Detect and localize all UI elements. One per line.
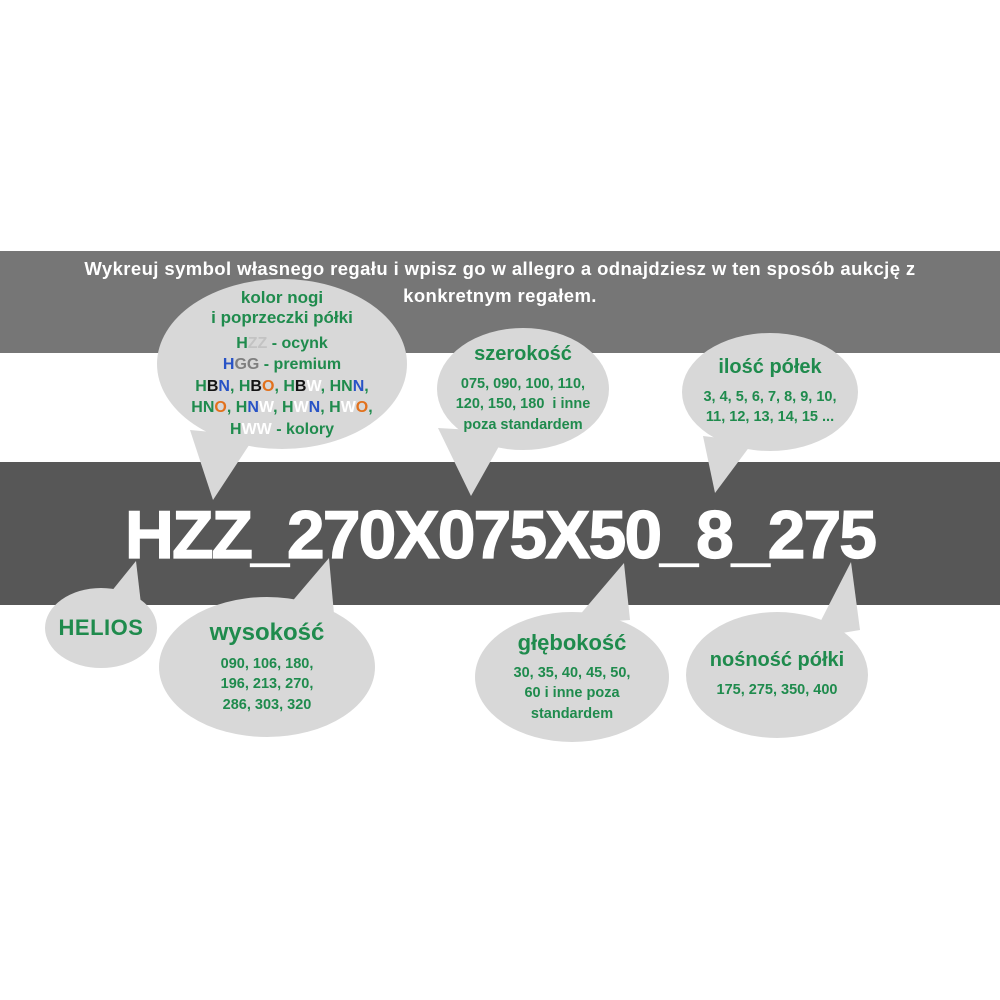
bubble-nosnosc-title: nośność półki xyxy=(709,649,845,672)
bubble-szerokosc-title: szerokość xyxy=(474,342,572,365)
wysokosc-values-line2: 196, 213, 270, xyxy=(220,676,314,693)
color-code-line-5: HWW - kolory xyxy=(230,420,334,438)
color-code-line-3: HBN, HBO, HBW, HNN, xyxy=(195,377,369,395)
bubble-ilosc-polek xyxy=(682,333,858,451)
szerokosc-values-line1: 075, 090, 100, 110, xyxy=(460,375,586,392)
bubble-glebokosc-title: głębokość xyxy=(517,629,627,655)
product-code: HZZ_270X075X50_8_275 xyxy=(124,497,876,573)
bubble-glebokosc xyxy=(475,612,669,742)
header-line-2: konkretnym regałem. xyxy=(403,285,597,306)
color-code-line-4: HNO, HNW, HWN, HWO, xyxy=(191,399,373,417)
bubble-wysokosc-title: wysokość xyxy=(209,618,325,646)
bubble-ilosc-title: ilość półek xyxy=(718,356,822,379)
ilosc-values-line2: 11, 12, 13, 14, 15 ... xyxy=(705,409,835,426)
ilosc-values-line1: 3, 4, 5, 6, 7, 8, 9, 10, xyxy=(703,388,837,405)
wysokosc-values-line3: 286, 303, 320 xyxy=(222,696,312,713)
szerokosc-values-line2: 120, 150, 180 i inne xyxy=(455,396,591,413)
color-code-line-2: HGG - premium xyxy=(222,356,342,374)
header-line-1: Wykreuj symbol własnego regału i wpisz go w allegro a odnajdziesz w ten sposób aukcję z xyxy=(84,258,916,279)
bubble-kolor-title xyxy=(211,288,353,328)
glebokosc-values-line2: 60 i inne poza xyxy=(524,685,620,702)
nosnosc-values-line1: 175, 275, 350, 400 xyxy=(716,682,838,699)
szerokosc-values-line3: poza standardem xyxy=(463,416,583,433)
wysokosc-values-line1: 090, 106, 180, xyxy=(220,655,314,672)
bubble-szerokosc xyxy=(437,328,609,450)
bubble-kolor-title-line1: kolor nogi xyxy=(240,287,324,307)
bubble-kolor-nogi xyxy=(157,279,407,449)
bubble-wysokosc xyxy=(159,597,375,737)
glebokosc-values-line1: 30, 35, 40, 45, 50, xyxy=(513,664,631,681)
glebokosc-values-line3: standardem xyxy=(530,705,614,722)
color-code-line-1: HZZ - ocynk xyxy=(236,334,328,352)
brand-label: HELIOS xyxy=(58,615,144,640)
bubble-nosnosc xyxy=(686,612,868,738)
bubble-kolor-title-line2: i poprzeczki półki xyxy=(211,307,353,327)
bubble-helios xyxy=(45,588,157,668)
